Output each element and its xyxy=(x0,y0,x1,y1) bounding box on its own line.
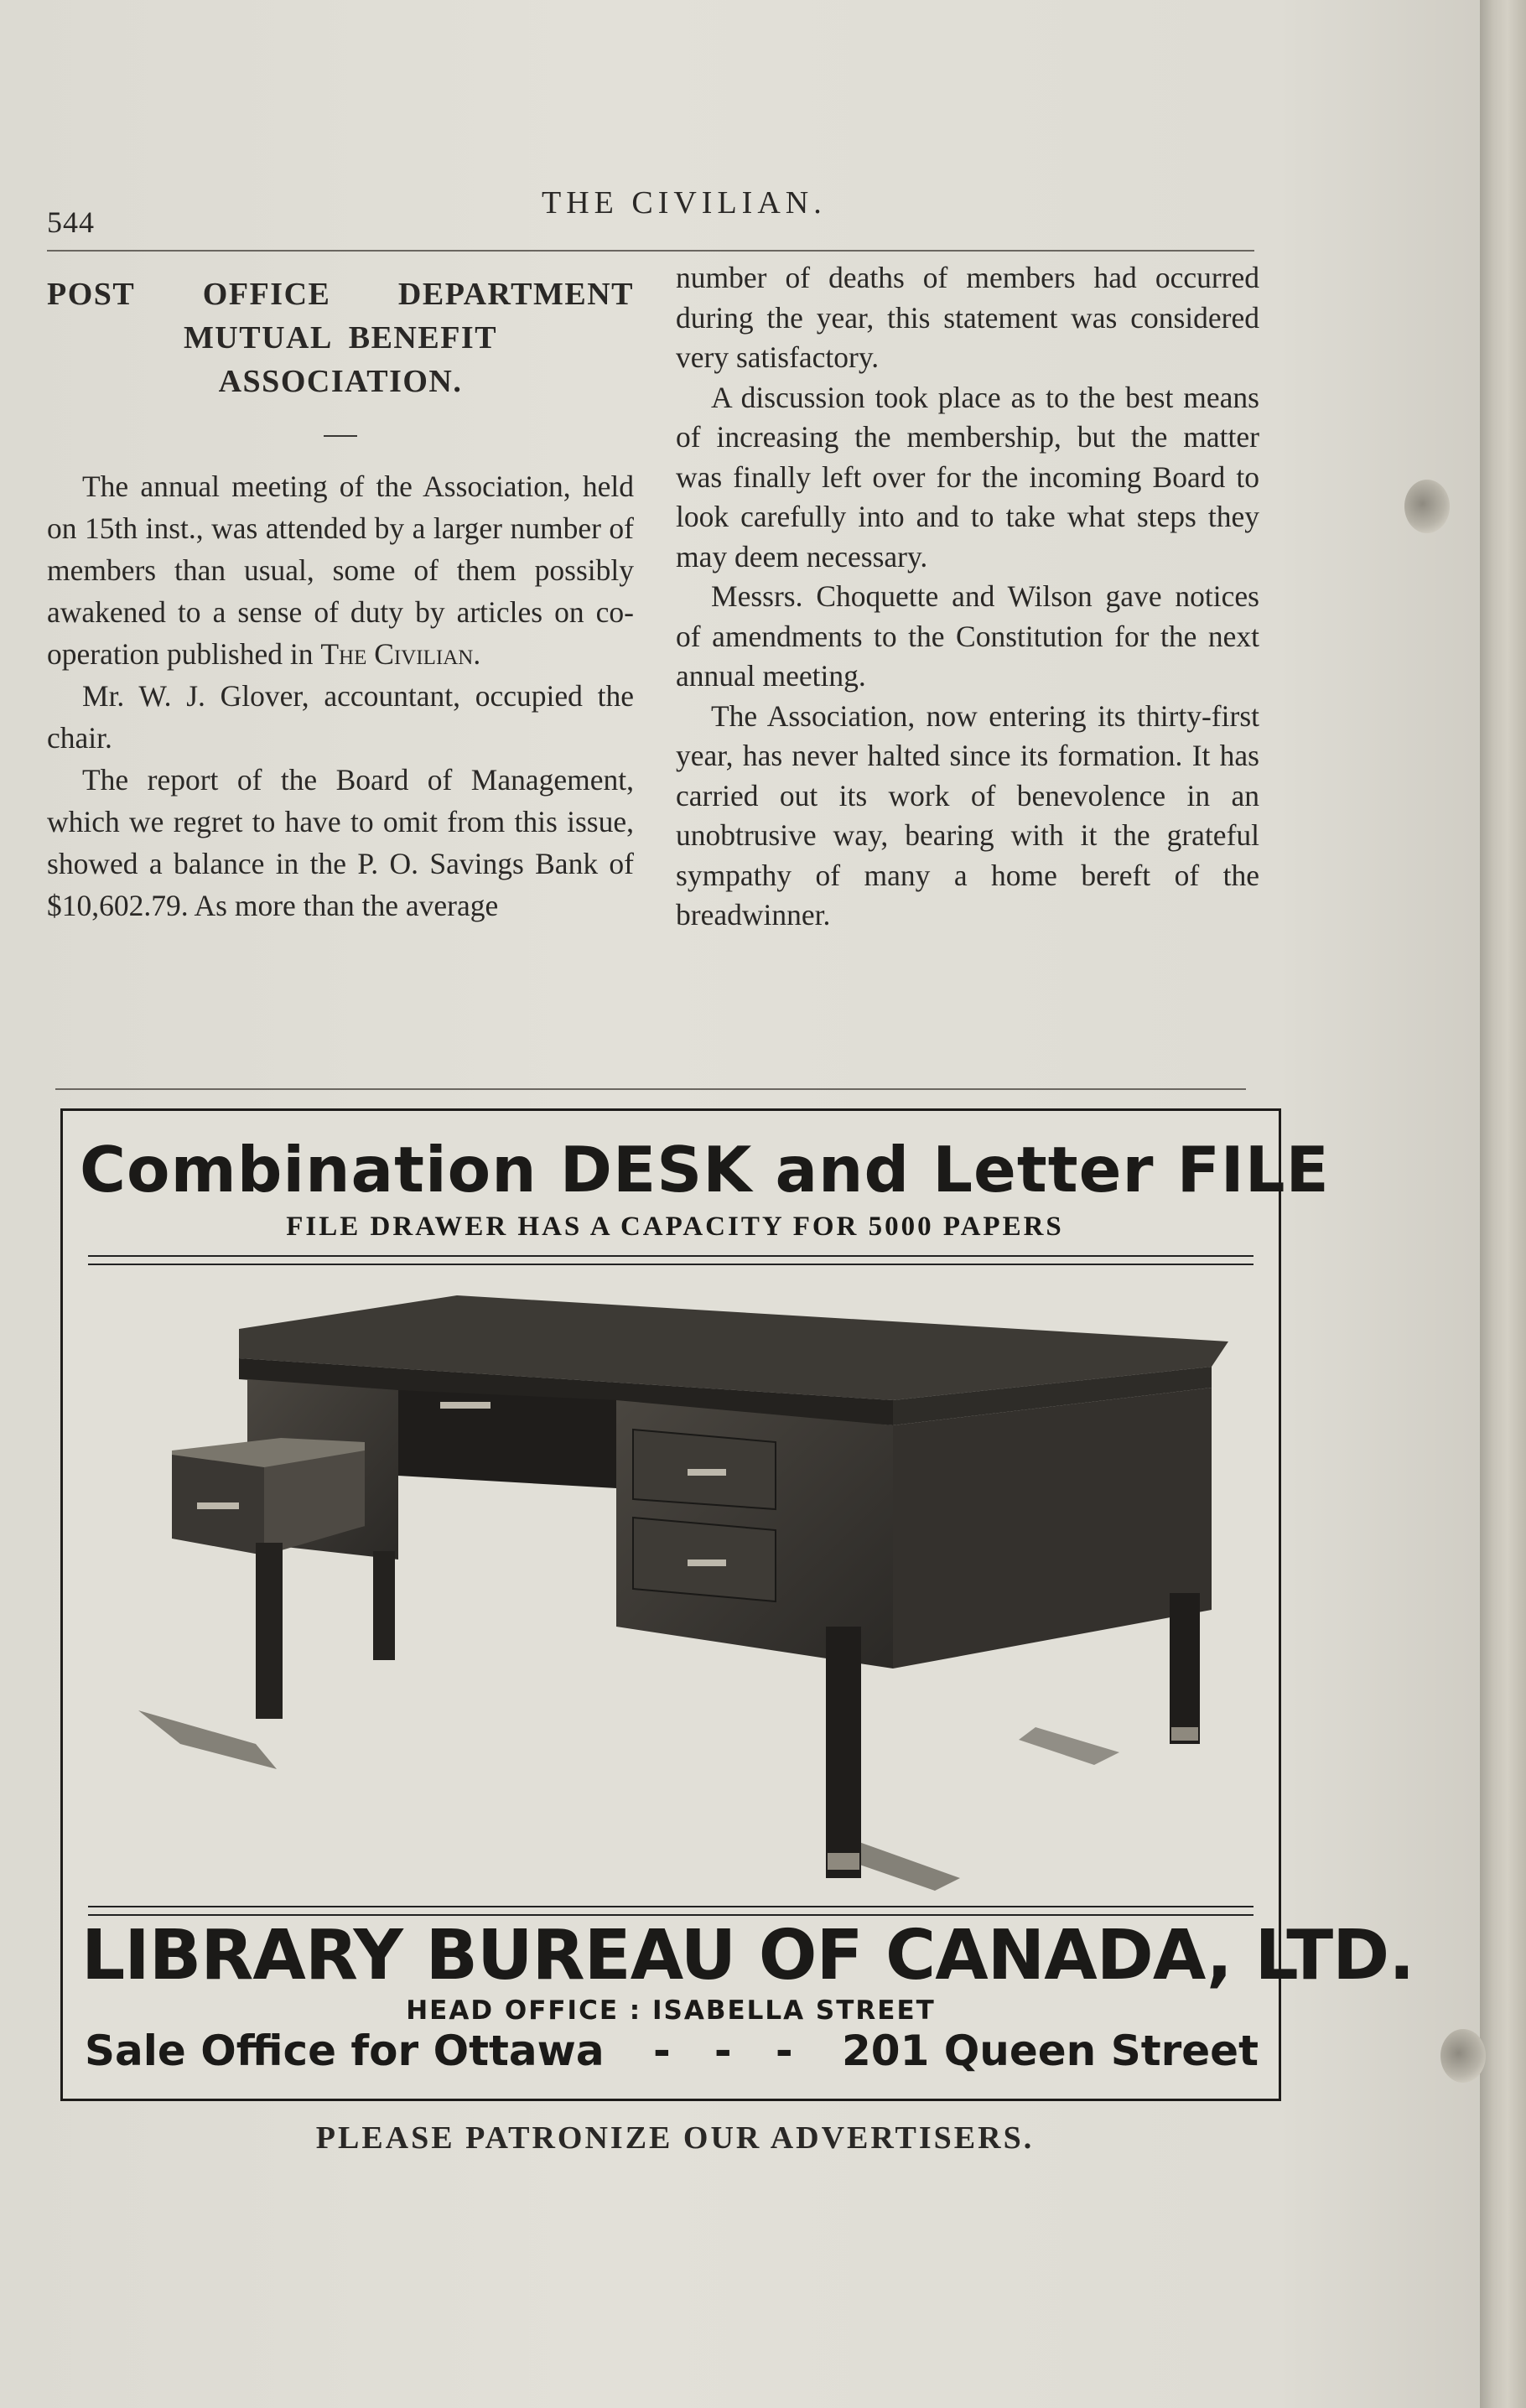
article-end-rule xyxy=(55,1088,1246,1090)
headline-word: DEPARTMENT xyxy=(397,277,634,312)
footer-note: PLEASE PATRONIZE OUR ADVERTISERS. xyxy=(315,2120,1035,2156)
headline-line: ASSOCIATION. xyxy=(218,364,463,399)
article-headline xyxy=(47,272,634,403)
page-edge xyxy=(1480,0,1526,2408)
paragraph: The report of the Board of Management, which we regret to have to omit from this issue, showed a balance in the P. O. Savings Bank of $10,602.79. As more than the average xyxy=(47,763,634,922)
ad-subtitle: FILE DRAWER HAS A CAPACITY FOR 5000 PAPERS xyxy=(286,1212,1064,1242)
desk-illustration xyxy=(130,1274,1237,1912)
headline-word: POST xyxy=(47,277,136,312)
headline-divider xyxy=(47,412,634,454)
paragraph: A discussion took place as to the best means of increasing the membership, but the matter was finally left over for the incoming Board to look carefully into and to take what steps they may deem necessary. xyxy=(676,380,1259,573)
publication-name: The Civilian xyxy=(320,637,474,671)
headline-line: MUTUAL BENEFIT xyxy=(183,320,498,355)
page-header xyxy=(47,184,1254,243)
advertisement xyxy=(60,1108,1414,2101)
paragraph: number of deaths of members had occurred during the year, this statement was considered very satisfactory. xyxy=(676,261,1259,374)
binding-hole xyxy=(1404,480,1450,533)
company-name: LIBRARY BUREAU OF CANADA, LTD. xyxy=(81,1916,1414,1995)
sale-office-label: Sale Office for Ottawa xyxy=(85,2027,605,2075)
ad-rule xyxy=(88,1906,1254,1916)
header-rule xyxy=(47,250,1254,252)
paragraph: Messrs. Choquette and Wilson gave notices of amendments to the Constitution for the next annual meeting. xyxy=(676,579,1259,693)
sale-office-address: 201 Queen Street xyxy=(841,2027,1259,2075)
sale-office-dashes: - - - xyxy=(652,2027,793,2075)
ad-title: Combination DESK and Letter FILE xyxy=(80,1133,1330,1207)
article-column-right xyxy=(676,258,1259,936)
running-title: THE CIVILIAN. xyxy=(542,185,827,221)
paragraph: The Association, now entering its thirty-first year, has never halted since its formation. It has carried out its work of benevolence in an unobtrusive way, bearing with it the grateful sympathy of many a home bereft of the breadwinner. xyxy=(676,698,1259,932)
article-column-left xyxy=(47,272,634,926)
binding-hole xyxy=(1440,2029,1486,2083)
ad-rule xyxy=(88,1255,1254,1265)
headline-word: OFFICE xyxy=(202,277,331,312)
page-number: 544 xyxy=(47,205,95,239)
paragraph: Mr. W. J. Glover, accountant, occupied the chair. xyxy=(47,679,634,755)
head-office: HEAD OFFICE : ISABELLA STREET xyxy=(406,1995,936,2026)
sale-office xyxy=(85,2027,1259,2075)
paragraph: The annual meeting of the Association, held on 15th inst., was attended by a larger number of members than usual, some of them possibly awakened to a sense of duty by articles on co-operation published in The Civilian. xyxy=(47,470,634,671)
